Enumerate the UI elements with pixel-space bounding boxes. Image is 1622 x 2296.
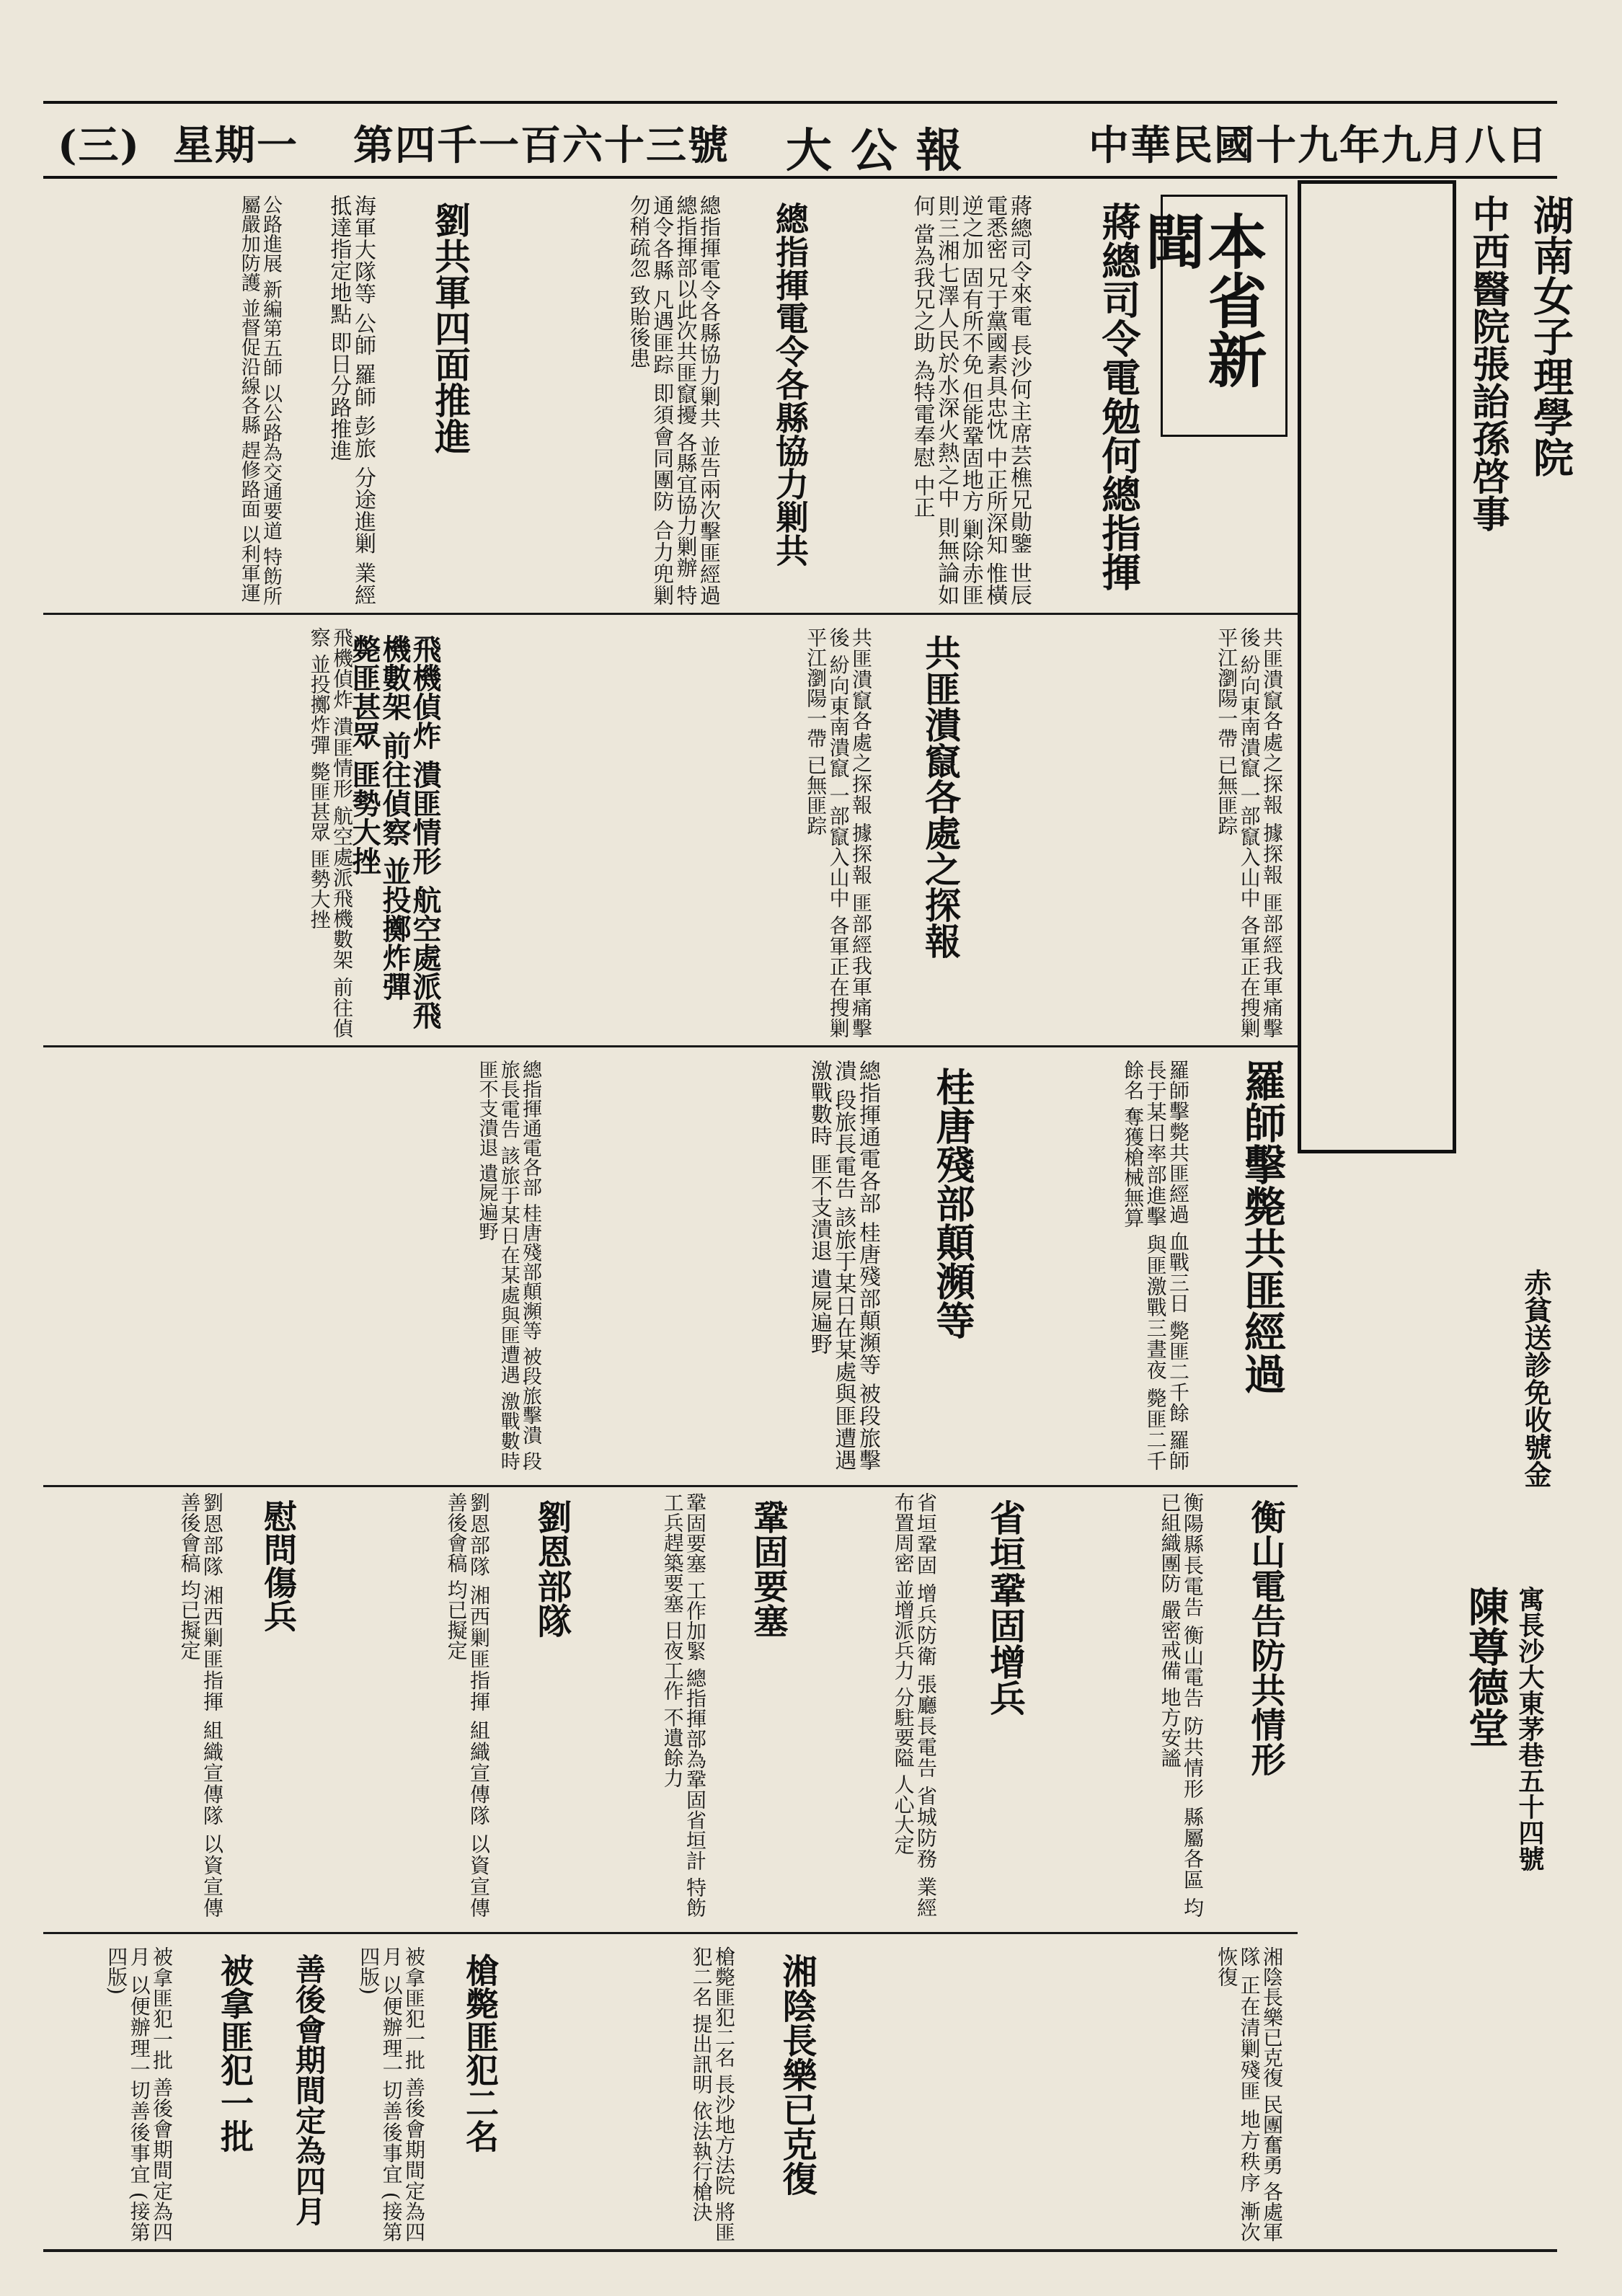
headline-14: 被拿匪犯一批 [216, 1954, 254, 2153]
masthead [43, 101, 1557, 179]
band-rule-1 [43, 613, 1298, 615]
headline-9: 鞏固要塞 [748, 1499, 788, 1638]
clinic-title: 中西醫院張詒孫啓事 [1466, 195, 1510, 532]
headline-13: 槍斃匪犯二名 [461, 1954, 500, 2153]
article-13-body: 槍斃匪犯二名 長沙地方法院 將匪犯二名 提出訊明 依法執行槍決 [689, 1946, 736, 2242]
weekday: 星期一 [173, 122, 298, 169]
headline-2: 總指揮電令各縣協力剿共 [771, 202, 810, 567]
headline-5: 羅師擊斃共匪經過 [1237, 1060, 1286, 1394]
bottom-rule [43, 2249, 1557, 2252]
headline-12: 湘陰長樂已克復 [776, 1954, 817, 2196]
pharmacy-note: 赤貧送診免收號金 [1520, 1269, 1552, 1488]
headline-8: 省垣鞏固增兵 [984, 1499, 1027, 1716]
headline-7: 衡山電告防共情形 [1245, 1499, 1285, 1776]
article-5-body: 飛機偵炸 潰匪情形 航空處派飛機數架 前往偵察 並投擲炸彈 斃匪甚眾 匪勢大挫 [307, 627, 354, 1038]
article-11b-body: 劉恩部隊 湘西剿匪指揮 組織宣傳隊 以資宣傳 善後會稿 均已擬定 [177, 1492, 224, 1918]
article-7-body: 總指揮通電各部 桂唐殘部顛瀕等 被段旅擊潰 段旅長電告 該旅于某日在某處與匪遭遇 激戰數時 匪不支潰退 遺屍遍野 [806, 1060, 880, 1471]
article-14-body: 被拿匪犯一批 善後會期間定為四月 以便辦理一切善後事宜 (接第四版) [357, 1946, 426, 2242]
article-3a-body: 海軍大隊等 公師 羅師 彭旅 分途進剿 業經抵達指定地點 即日分路推進 [326, 195, 376, 606]
article-1-body: 蔣總司令來電 長沙何主席芸樵兄勛鑒 世辰電悉密 兄于黨國素具忠忱 中正所深知 惟橫逆之加 固有所不免 但能鞏固地方 剿除赤匪 則三湘七澤人民於水深火熱之中 則無論如何 當為我兄之助 為特電奉慰 中正 [909, 195, 1032, 606]
band-rule-2 [43, 1045, 1298, 1047]
article-8-body: 衡陽縣長電告 衡山電告 防共情形 縣屬各區 均已組織團防 嚴密戒備 地方安謐 [1158, 1492, 1205, 1918]
address: 寓長沙大東茅巷五十四號 [1515, 1586, 1545, 1871]
band-rule-3 [43, 1485, 1298, 1487]
article-12-body: 湘陰長樂已克復 民團奮勇 各處軍隊 正在清剿殘匪 地方秩序 漸次恢復 [1215, 1946, 1284, 2242]
issue-number: 第四千一百六十三號 [353, 122, 730, 169]
headline-1: 蔣總司令電勉何總指揮 [1096, 202, 1142, 591]
article-3b-body: 公路進展 新編第五師 以公路為交通要道 特飭所屬嚴加防護 並督促沿線各縣 趕修路面 以利軍運 [237, 195, 282, 606]
hall-name: 陳尊德堂 [1462, 1586, 1510, 1747]
article-2-body: 總指揮電令各縣協力剿共 並告兩次擊匪經過 總指揮部以此次共匪竄擾 各縣宜協力剿辦 特通令各縣 凡遇匪踪 即須會同團防 合力兜剿 勿稍疏忽 致貽後患 [626, 195, 722, 606]
section-title: 本省新聞 [1135, 211, 1267, 389]
headline-flight: 飛機偵炸 潰匪情形 航空處派飛機數架 前往偵察 並投擲炸彈 斃匪甚眾 匪勢大挫 [347, 634, 442, 1029]
paper-name: 大 公 報 [786, 124, 964, 178]
headline-6: 桂唐殘部顛瀕等 [930, 1067, 976, 1339]
ad-box-right [1298, 180, 1456, 1153]
article-9-body: 省垣鞏固 增兵防衛 張廳長電告 省城防務 業經布置周密 並增派兵力 分駐要隘 人心大定 [891, 1492, 938, 1918]
headline-15: 善後會期間定為四月 [291, 1954, 327, 2226]
article-11-body: 劉恩部隊 湘西剿匪指揮 組織宣傳隊 以資宣傳 善後會稿 均已擬定 [444, 1492, 491, 1918]
school-title: 湖南女子理學院 [1527, 195, 1574, 477]
section-title-box [1135, 195, 1288, 437]
headline-11: 慰問傷兵 [259, 1499, 298, 1632]
headline-10: 劉恩部隊 [531, 1499, 572, 1638]
article-4b-body: 共匪潰竄各處之探報 據探報 匪部經我軍痛擊後 紛向東南潰竄 一部竄入山中 各軍正在搜剿 平江瀏陽一帶 已無匪踪 [804, 627, 873, 1038]
article-7b-body: 總指揮通電各部 桂唐殘部顛瀕等 被段旅擊潰 段旅長電告 該旅于某日在某處與匪遭遇 激戰數時 匪不支潰退 遺屍遍野 [475, 1060, 541, 1471]
masthead-date: 中華民國十九年九月八日 [1089, 122, 1548, 169]
headline-4: 共匪潰竄各處之探報 [919, 634, 962, 959]
article-6-body: 羅師擊斃共匪經過 血戰三日 斃匪二千餘 羅師長于某日率部進擊 與匪激戰三晝夜 斃匪二千餘名 奪獲槍械無算 [1121, 1060, 1190, 1471]
article-10-body: 鞏固要塞 工作加緊 總指揮部為鞏固省垣計 特飭工兵趕築要塞 日夜工作 不遺餘力 [660, 1492, 707, 1918]
article-4a-body: 共匪潰竄各處之探報 據探報 匪部經我軍痛擊後 紛向東南潰竄 一部竄入山中 各軍正在搜剿 平江瀏陽一帶 已無匪踪 [1215, 627, 1284, 1038]
band-rule-4 [43, 1932, 1298, 1934]
headline-3: 劉共軍四面推進 [429, 202, 471, 454]
page-mark: (三) [58, 122, 141, 169]
article-15-body: 被拿匪犯一批 善後會期間定為四月 以便辦理一切善後事宜 (接第四版) [105, 1946, 174, 2242]
